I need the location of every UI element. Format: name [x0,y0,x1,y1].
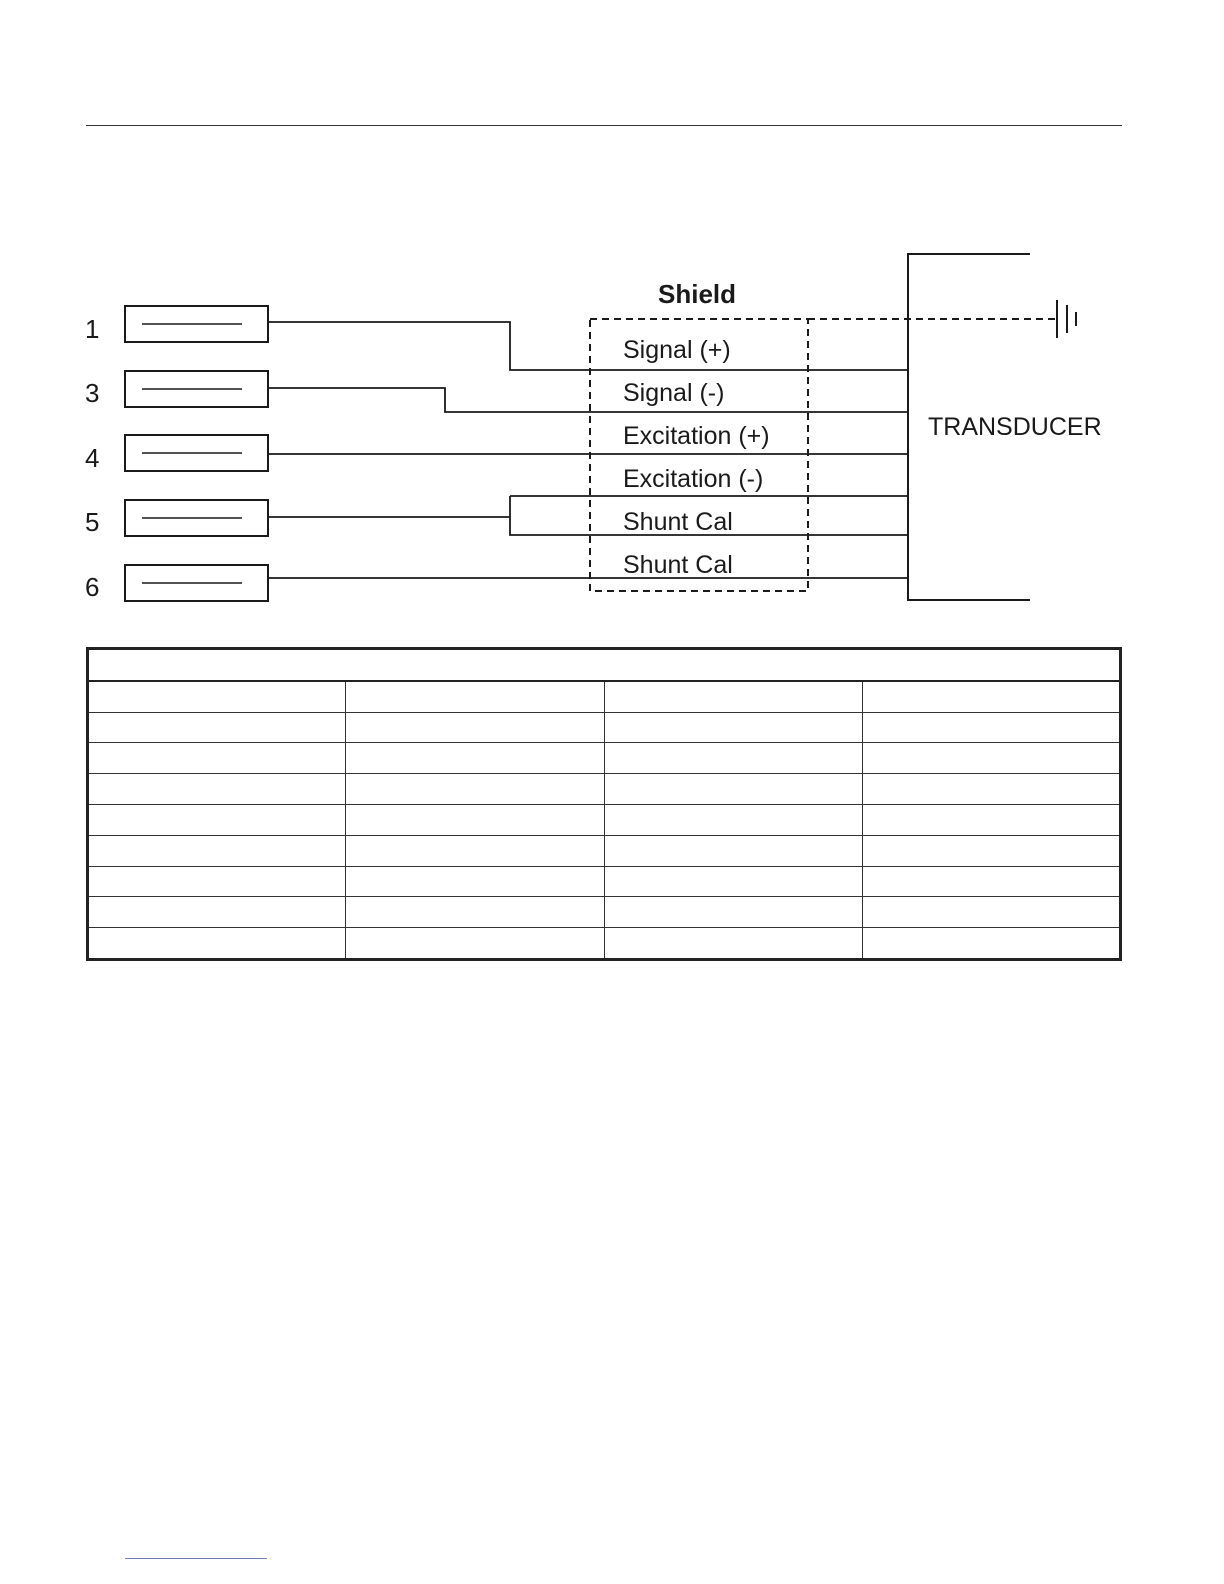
table-cell [346,897,604,928]
ground-icon [1057,300,1076,338]
table-row [88,897,1121,928]
table-cell [346,681,604,712]
table-cell [862,866,1120,897]
signal-plus-label: Signal (+) [623,336,731,364]
table-cell [862,897,1120,928]
table-cell [346,774,604,805]
connector-pin-icon [125,565,268,601]
table-cell [346,712,604,743]
table-cell [604,774,862,805]
connector-pin-icon [125,371,268,407]
wire-signal-minus [268,388,908,412]
table-row [88,866,1121,897]
table-cell [88,805,346,836]
table-cell [604,712,862,743]
pin-number-1: 1 [85,314,100,344]
table-cell [604,835,862,866]
table-cell [862,805,1120,836]
connector-pin-icon [125,306,268,342]
table-cell [604,681,862,712]
table-cell [862,774,1120,805]
table-cell [346,866,604,897]
table-cell [88,712,346,743]
connector-pin-icon [125,500,268,536]
table-cell [604,928,862,960]
table-row [88,743,1121,774]
table-cell [346,805,604,836]
table-cell [604,866,862,897]
shield-label: Shield [658,279,737,309]
pin-number-5: 5 [85,507,100,537]
table-cell [604,805,862,836]
connector-pin-icon [125,435,268,471]
footer-rule [125,1558,267,1559]
pin-number-6: 6 [85,572,100,602]
table-cell [88,928,346,960]
table-cell [862,928,1120,960]
table-row [88,681,1121,712]
table-title [88,649,1121,681]
table-cell [862,743,1120,774]
table-cell [88,897,346,928]
excitation-minus-label: Excitation (-) [623,465,764,493]
transducer-label: TRANSDUCER [928,413,1102,441]
pin-number-3: 3 [85,378,100,408]
table-cell [88,774,346,805]
signal-minus-label: Signal (-) [623,379,725,407]
table-cell [862,835,1120,866]
table-row [88,835,1121,866]
table-cell [604,743,862,774]
table-cell [346,928,604,960]
table-cell [88,835,346,866]
shunt-cal-label: Shunt Cal [623,508,733,536]
wire-signal-plus [268,322,908,370]
excitation-plus-label: Excitation (+) [623,422,770,450]
table-row [88,774,1121,805]
table-cell [88,866,346,897]
wiring-table [86,647,1122,961]
wiring-diagram [0,0,1224,640]
shunt-cal-label: Shunt Cal [623,551,733,579]
table-title-row [88,649,1121,681]
table-cell [346,743,604,774]
table-row [88,712,1121,743]
table-row [88,928,1121,960]
table-cell [346,835,604,866]
pin-number-4: 4 [85,443,100,473]
table-cell [862,712,1120,743]
table-cell [862,681,1120,712]
table-cell [88,743,346,774]
table-row [88,805,1121,836]
table-cell [88,681,346,712]
table-cell [604,897,862,928]
